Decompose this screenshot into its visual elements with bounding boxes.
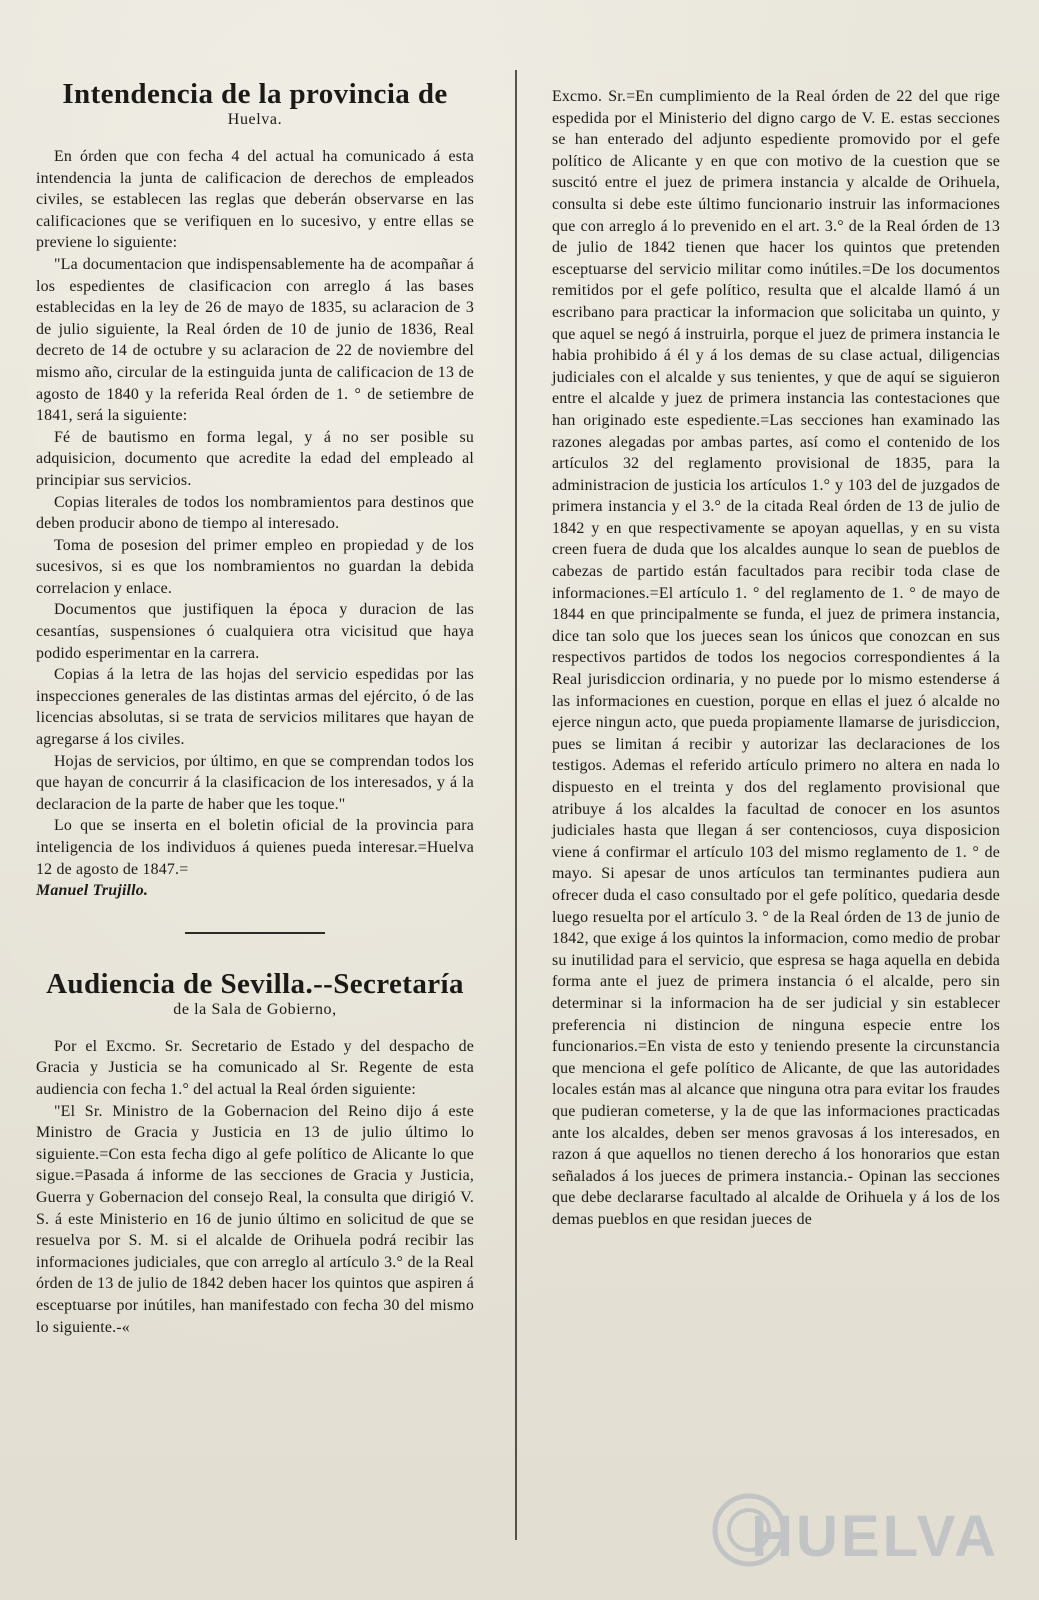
section1-title: Intendencia de la provincia de bbox=[62, 78, 448, 110]
section1-paragraph: Documentos que justifiquen la época y duracion de las cesantías, suspensiones ó cualquiera otra vicisitud que haya podido esperimentar en la carrera. bbox=[36, 601, 474, 662]
section1-paragraph: Lo que se inserta en el boletin oficial de la provincia para inteligencia de los individuos á quienes pueda interesar.=Huelva 12 de agosto de 1847.= bbox=[36, 817, 474, 878]
section2-subtitle: de la Sala de Gobierno, bbox=[173, 1000, 337, 1018]
right-column bbox=[552, 86, 1000, 1230]
section1-paragraph: Fé de bautismo en forma legal, y á no ser posible su adquisicion, documento que acredite la edad del empleado al principiar sus servicios. bbox=[36, 428, 474, 489]
left-column bbox=[36, 78, 474, 1338]
section2-paragraph: "El Sr. Ministro de la Gobernacion del Reino dijo á este Ministro de Gracia y Justicia en 13 de julio último lo siguiente.=Con esta fecha digo al gefe político de Alicante lo que sigue.=Pasada á informe de las secciones de Gracia y Justicia, Guerra y Gobernacion del consejo Real, la consulta que dirigió V. S. á este Ministerio en 16 de junio último en solicitud de que se resuelva por S. M. si el alcalde de Orihuela podrá recibir las informaciones judiciales, que con arreglo al artículo 3.° de la Real órden de 13 de julio de 1842 deben hacer los quintos que aspiren á esceptuarse por inútiles, han manifestado con fecha 30 del mismo lo siguiente.-« bbox=[36, 1102, 474, 1336]
section1-paragraph: "La documentacion que indispensablemente ha de acompañar á los espedientes de clasificacion con arreglo á las bases establecidas en la ley de 26 de mayo de 1835, su aclaracion de 3 de julio siguiente, la Real órden de 10 de junio de 1836, Real decreto de 14 de octubre y su aclaracion de 22 de noviembre del mismo año, circular de la estinguida junta de calificacion de 13 de agosto de 1840 y la referida Real órden de 1. ° de setiembre de 1841, será la siguiente: bbox=[36, 255, 474, 425]
section1-paragraph: Copias á la letra de las hojas del servicio espedidas por las inspecciones generales de las distintas armas del ejército, ó de las licencias absolutas, si se trata de servicios militares que hayan de agregarse á los civiles. bbox=[36, 666, 474, 749]
right-column-text: Excmo. Sr.=En cumplimiento de la Real órden de 22 del que rige espedida por el Ministerio del digno cargo de V. E. estas secciones se han enterado del adjunto espediente promovido por el gefe político de Alicante y en que con motivo de la cuestion que se suscitó entre el juez de primera instancia y alcalde de Orihuela, consulta si debe este último funcionario instruir las informaciones que con arreglo á lo prevenido en el art. 3.° de la Real órden de 13 de julio de 1842 tienen que hacer los quintos que pretenden esceptuarse del servicio militar como inútiles.=De los documentos remitidos por el gefe político, resulta que el alcalde llamó á un escribano para practicar la informacion que solicitaba un quinto, y que aquel se negó á instruirla, porque el juez de primera instancia le habia prohibido á él y á los demas de su clase actual, diligencias judiciales con el alcalde y sus tenientes, y que de aquí se siguieron entre el alcalde y juez de primera instancia las contestaciones que han originado este espediente.=Las secciones han examinado las razones alegadas por ambas partes, así como el contenido de los artículos 32 del reglamento provisional de 1835, para la administracion de justicia los artículos 1.° y 103 del de juzgados de primera instancia y el 3.° de la citada Real órden de 13 de julio de 1842 y en que respectivamente se apoyan aquellas, y en su vista creen fuera de duda que los alcaldes aunque lo sean de pueblos de cabezas de partido están facultados para recibir toda clase de informaciones.=El artículo 1. ° del reglamento de 1. ° de mayo de 1844 en que principalmente se funda, el juez de primera instancia, dice tan solo que los jueces sean los únicos que conozcan en sus respectivos partidos de todos los negocios correspondientes á la Real jurisdiccion ordinaria, y no puede por lo mismo estenderse á las informaciones en cuestion, porque en ellas el juez ó alcalde no ejerce ningun acto, que pueda propiamente llamarse de jurisdiccion, pues se limitan á recibir y autorizar las declaraciones de los testigos. Ademas el referido artículo primero no altera en nada lo dispuesto en el treinta y dos del reglamento provisional que atribuye á los alcaldes la facultad de conocer en los asuntos judiciales hasta que llegan á ser contenciosos, cuya disposicion viene á confirmar el artículo 103 del mismo reglamento de 1. ° de mayo. Si apesar de unos artículos tan terminantes pudiera aun ofrecer duda el caso consultado por el gefe político, quedaria desde luego resuelta por el artículo 3. ° de la Real órden de 13 de junio de 1842, que exige á los quintos la informacion, como medio de probar su inutilidad para el servicio, que espresa se haga aquella en debida forma ante el juez de primera instancia ó el alcalde, pero sin determinar si la informacion ha de ser judicial y sin establecer preferencia ni distincion de ninguna especie entre los funcionarios.=En vista de esto y teniendo presente la circunstancia que menciona el gefe político de Alicante, de que las autoridades locales están mas al alcance que ninguna otra para evitar los fraudes que pudieran cometerse, y la de que las informaciones practicadas ante los alcaldes, deben ser menos gravosas á los interesados, en razon á que aquellos no tienen derecho á los honorarios que estan señalados á los jueces de primera instancia.- Opinan las secciones que debe declararse facultado al alcalde de Orihuela y á los de los demas pueblos en que residan jueces de bbox=[552, 88, 1000, 1228]
section1-subtitle: Huelva. bbox=[227, 111, 283, 128]
signature: Manuel Trujillo. bbox=[36, 882, 149, 900]
archive-watermark bbox=[669, 1490, 999, 1580]
section1-paragraph: En órden que con fecha 4 del actual ha comunicado á esta intendencia la junta de calificacion de derechos de empleados civiles, se establecen las reglas que deberán observarse en las calificaciones que se verifiquen en lo sucesivo, y entre ellas se previene lo siguiente: bbox=[36, 148, 474, 252]
column-divider bbox=[515, 70, 517, 1540]
section2-paragraph: Por el Excmo. Sr. Secretario de Estado y del despacho de Gracia y Justicia se ha comunicado al Sr. Regente de esta audiencia con fecha 1.° del actual la Real órden siguiente: bbox=[36, 1037, 474, 1098]
section1-paragraph: Hojas de servicios, por último, en que se comprendan todos los que hayan de concurrir á la clasificacion de los interesados, y á la declaracion de la parte de haber que les toque." bbox=[36, 752, 474, 813]
section2-title: Audiencia de Sevilla.--Secretaría bbox=[46, 967, 464, 1000]
section-divider-rule bbox=[185, 932, 325, 934]
watermark-text: HUELVA bbox=[751, 1504, 999, 1569]
section1-paragraph: Toma de posesion del primer empleo en propiedad y de los sucesivos, si es que los nombramientos no guardan la debida correlacion y enlace. bbox=[36, 536, 474, 597]
section1-paragraph: Copias literales de todos los nombramientos para destinos que deben producir abono de tiempo al interesado. bbox=[36, 493, 474, 533]
